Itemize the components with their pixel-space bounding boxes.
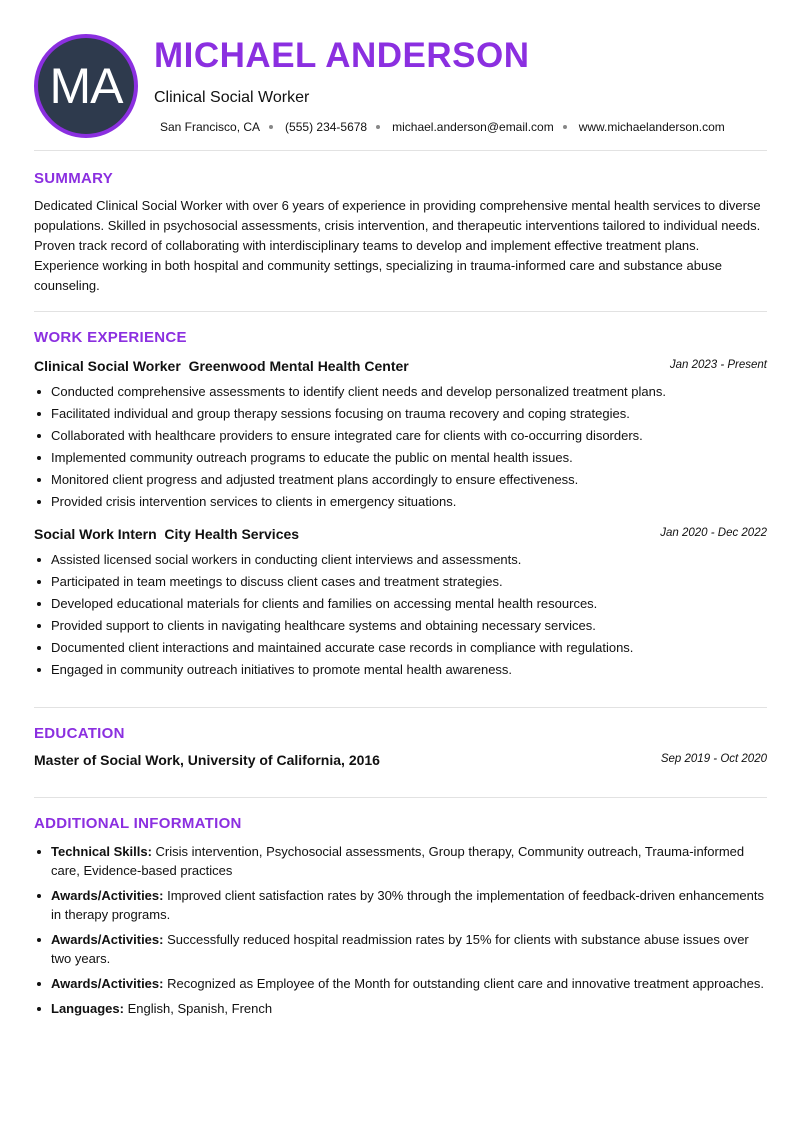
list-item	[34, 999, 767, 1018]
education-entry	[34, 752, 767, 772]
divider	[34, 797, 767, 798]
job-bullets	[34, 549, 767, 681]
experience-heading: WORK EXPERIENCE	[34, 329, 187, 346]
job-title: Social Work Intern City Health Services	[34, 526, 300, 542]
item-text: Recognized as Employee of the Month for outstanding client care and innovative treatment approaches.	[163, 976, 764, 991]
avatar	[34, 34, 138, 138]
education-date: Sep 2019 - Oct 2020	[660, 753, 767, 765]
list-item: Assisted licensed social workers in conducting client interviews and assessments.	[34, 549, 767, 571]
item-label: Languages:	[51, 1001, 124, 1016]
list-item: Participated in team meetings to discuss client cases and treatment strategies.	[34, 571, 767, 593]
job-date: Jan 2023 - Present	[669, 359, 767, 371]
candidate-title: Clinical Social Worker	[154, 89, 310, 106]
list-item	[34, 886, 767, 924]
list-item	[34, 930, 767, 968]
list-item: Documented client interactions and maintained accurate case records in compliance with regulations.	[34, 637, 767, 659]
contact-phone: (555) 234-5678	[285, 120, 368, 134]
list-item: Provided support to clients in navigating healthcare systems and obtaining necessary services.	[34, 615, 767, 637]
list-item: Facilitated individual and group therapy sessions focusing on trauma recovery and coping strategies.	[34, 403, 767, 425]
contact-location: San Francisco, CA	[160, 120, 261, 134]
list-item: Conducted comprehensive assessments to identify client needs and develop personalized treatment plans.	[34, 381, 767, 403]
job-date: Jan 2020 - Dec 2022	[660, 527, 767, 539]
separator-dot	[376, 125, 380, 129]
candidate-name: MICHAEL ANDERSON	[154, 36, 530, 75]
list-item: Developed educational materials for clients and families on accessing mental health resources.	[34, 593, 767, 615]
education-heading: EDUCATION	[34, 725, 125, 742]
avatar-initials: MA	[49, 58, 123, 114]
list-item	[34, 974, 767, 993]
item-text: Improved client satisfaction rates by 30% through the implementation of feedback-driven enhancements in therapy programs.	[51, 888, 764, 922]
divider	[34, 311, 767, 312]
summary-heading: SUMMARY	[34, 170, 114, 187]
job-header	[34, 358, 767, 378]
separator-dot	[563, 125, 567, 129]
list-item: Collaborated with healthcare providers to ensure integrated care for clients with co-occurring disorders.	[34, 425, 767, 447]
list-item: Provided crisis intervention services to clients in emergency situations.	[34, 491, 767, 513]
list-item: Implemented community outreach programs to educate the public on mental health issues.	[34, 447, 767, 469]
list-item: Engaged in community outreach initiatives to promote mental health awareness.	[34, 659, 767, 681]
degree: Master of Social Work, University of California, 2016	[34, 752, 380, 768]
item-label: Awards/Activities:	[51, 976, 164, 991]
item-label: Awards/Activities:	[51, 932, 164, 947]
item-text: English, Spanish, French	[123, 1001, 273, 1016]
job-header	[34, 526, 767, 546]
contact-website[interactable]: www.michaelanderson.com	[578, 120, 725, 134]
item-label: Awards/Activities:	[51, 888, 164, 903]
summary-text: Dedicated Clinical Social Worker with over 6 years of experience in providing comprehensive mental health services to diverse populations. Skilled in psychosocial assessments, crisis intervention, and therapeutic interventions tailored to individual needs. Proven track record of collaborating with interdisciplinary teams to develop and implement effective treatment plans. Experience working in both hospital and community settings, specializing in trauma-informed care and substance abuse counseling.	[34, 198, 761, 293]
item-label: Technical Skills:	[51, 844, 152, 859]
item-text: Successfully reduced hospital readmission rates by 15% for clients with substance abuse issues over two years.	[51, 932, 749, 966]
job-title: Clinical Social Worker Greenwood Mental Health Center	[34, 358, 409, 374]
resume-header	[0, 0, 800, 150]
divider	[34, 150, 767, 151]
contact-email[interactable]: michael.anderson@email.com	[392, 120, 554, 134]
list-item: Monitored client progress and adjusted treatment plans accordingly to ensure effectiveness.	[34, 469, 767, 491]
contact-info	[160, 120, 725, 134]
additional-list	[34, 842, 767, 1024]
divider	[34, 707, 767, 708]
item-text: Crisis intervention, Psychosocial assessments, Group therapy, Community outreach, Trauma-informed care, Evidence-based practices	[51, 844, 745, 878]
list-item	[34, 842, 767, 880]
separator-dot	[269, 125, 273, 129]
job-bullets	[34, 381, 767, 513]
additional-heading: ADDITIONAL INFORMATION	[34, 815, 242, 832]
